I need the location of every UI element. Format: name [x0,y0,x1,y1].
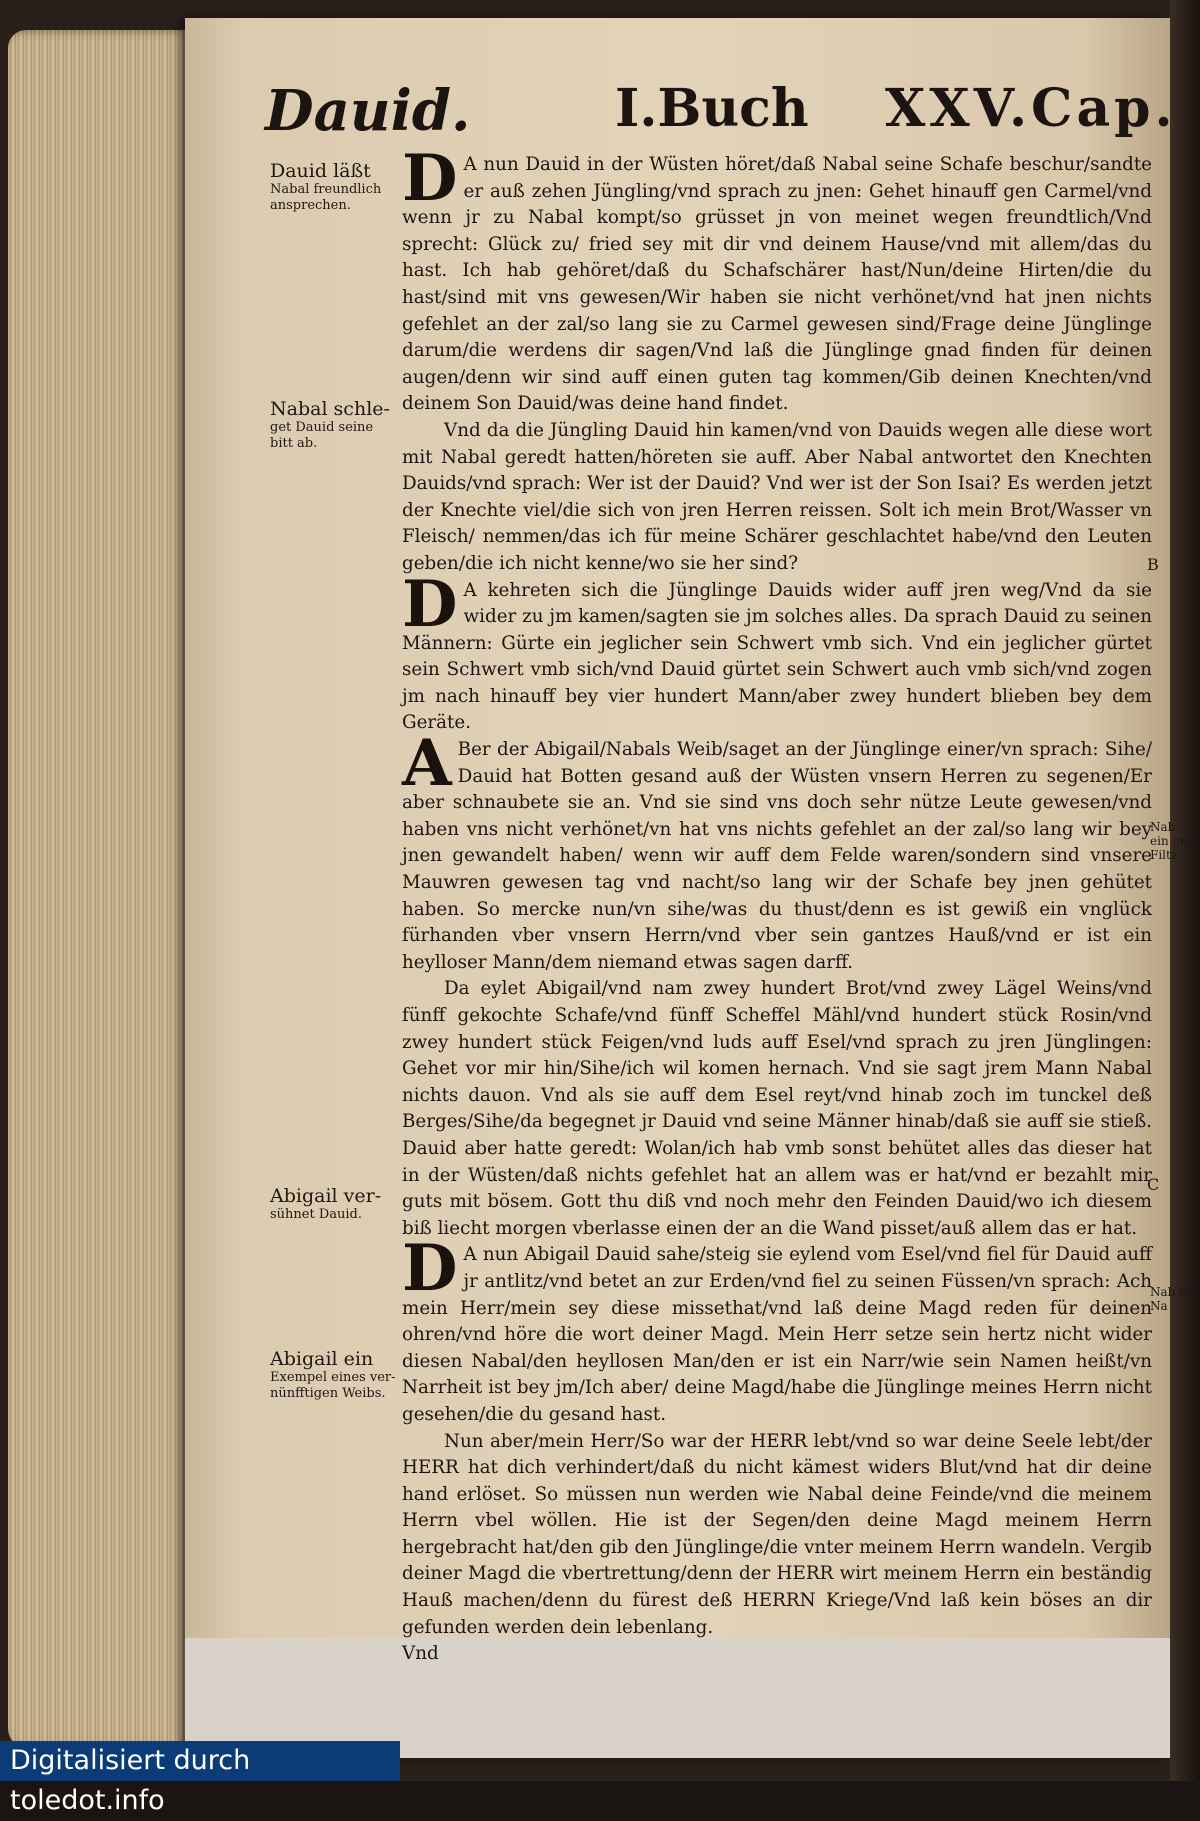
drop-cap: D [402,141,458,216]
paragraph-3: D A kehreten sich die Jünglinge Dauids wider auff jren weg/Vnd da sie wider zu jm kamen/sagten sie jm solches alles. Da sprach Dauid zu seinen Männern: Gürte ein jeglicher sein Schwert vmb sich. Vnd ein jeglicher gürtet sein Schwert vmb sich/vnd Dauid gürtet sein Schwert auch vmb sich/vnd zogen jm nach hinauff bey vier hundert Mann/aber zwey hundert blieben bey dem Geräte. [402,566,1152,734]
paragraph-7: Nun aber/mein Herr/So war der HERR lebt/vnd so war deine Seele lebt/der HERR hat dich verhindert/daß du nicht kämest widers Blut/vnd hat dir deine hand erlöset. So müssen nun werden wie Nabal deine Feinde/vnd die meinem Herrn vbel wöllen. Hie ist der Segen/den deine Magd meinem Herrn hergebracht hat/den gib den Jünglinge/die vnter meinem Herrn wandeln. Vergib deiner Magd die vbertrettung/denn der HERR wirt meinem Herrn ein beständig Hauß machen/denn du fürest deß HERRN Kriege/Vnd laß kein böses an dir gefunden werden dein lebenlang. [402,1430,1152,1638]
section-letter-c: C [1147,1175,1160,1194]
paragraph-2: Vnd da die Jüngling Dauid hin kamen/vnd von Dauids wegen alle diese wort mit Nabal geredt hatten/höreten sie auff. Aber Nabal antwortet den Knechten Dauids/vnd sprach: Wer ist der Dauid? Vnd wer ist der Son Isai? Es werden jetzt der Knechte viel/die sich von jren Herren reissen. Solt ich mein Brot/Wasser vn Fleisch/ nemmen/das ich für meine Schärer geschlachtet habe/vnd den Leuten geben/die ich nicht kenne/wo sie her sind? [402,419,1152,574]
catchword: Vnd [402,1643,439,1665]
section-letter-b: B [1147,555,1159,574]
facing-page-marginal-2: Nab ein Na [1150,1285,1198,1313]
drop-cap: D [402,1231,458,1307]
paragraph-5: Da eylet Abigail/vnd nam zwey hundert Brot/vnd zwey Lägel Weins/vnd fünff gekochte Schafe/vnd fünff Scheffel Mähl/vnd hundert stück Rosin/vnd zwey hundert stück Feigen/vnd luds auff Esel/vnd sprach zu jren Jünglingen: Gehet vor mir hin/Sihe/ich wil komen hernach. Vnd sie sagt jrem Mann Nabal nichts dauon. Vnd als sie auff dem Esel reyt/vnd hinab zoch im tunckel deß Berges/Sihe/da begegnet jr Dauid vnd seine Männer hinab/daß sie auff sie stieß. Dauid aber hatte geredt: Wolan/ich hab vmb sonst behütet alles das dieser hat in der Wüsten/daß nichts gefehlet hat an allem was er hat/vnd er bezahlt mir guts mit bösem. Gott thu diß vnd noch mehr den Feinden Dauid/wo ich diesem biß liecht morgen vberlasse einen der an die Wand pisset/auß allem das er hat. [402,978,1152,1239]
marginal-note-2: Nabal schle- get Dauid seine bitt ab. [270,398,390,451]
book-page-edges [8,30,190,1750]
drop-cap: D [402,566,458,642]
paragraph-6: D A nun Abigail Dauid sahe/steig sie eylend vom Esel/vnd fiel für Dauid auff jr antlitz/vnd betet an zur Erden/vnd fiel zu seinen Füssen/vn sprach: Ach mein Herr/mein sey diese missethat/vnd laß deine Magd reden für deinen ohren/vnd höre die wort deiner Magd. Mein Herr setze sein hertz nicht wider diesen Nabal/den heyllosen Man/den er ist ein Narr/wie sein Namen heißt/vn Narrheit ist bey jm/Ich aber/ deine Magd/habe die Jünglinge meines Herrn nicht gesehen/die du gesand hast. [402,1231,1152,1425]
marginal-note-3: Abigail ver- sühnet Dauid. [270,1185,382,1222]
main-text-block-1 [402,141,1152,1668]
marginal-note-4: Abigail ein Exempel eines ver-nünfftigen Weibs. [270,1348,396,1401]
running-head-left: Dauid. [265,78,471,144]
running-head-chapter: XXV.Cap. [885,78,1177,139]
paragraph-4: A Ber der Abigail/Nabals Weib/saget an der Jünglinge einer/vn sprach: Sihe/ Dauid hat Botten gesand auß der Wüsten vnsern Herren zu segenen/Er aber schnaubete sie an. Vnd sie sind vns doch sehr nütze Leute gewesen/vnd haben vns nicht verhönet/vn hat vns nichts gefehlet an der zal/so lang wir bey jnen gewandelt haben/ wenn wir auff dem Felde waren/sondern sind vnsere Mauwren gewesen tag vnd nacht/so lang wir der Schafe bey jnen gehütet haben. So mercke nun/vn sihe/was du thust/denn es ist gewiß ein vnglück fürhanden vber vnsern Herrn/vnd vber sein gantzes Hauß/vnd er ist ein heylloser Mann/dem niemand etwas sagen darff. [402,726,1152,973]
running-head-book: I.Buch [615,78,809,139]
facing-page-edge [1170,0,1200,1781]
drop-cap: A [402,726,452,802]
marginal-note-1: Dauid läßt Nabal freundlich ansprechen. [270,160,382,213]
paragraph-1: D A nun Dauid in der Wüsten höret/daß Nabal seine Schafe beschur/sandte er auß zehen Jüngling/vnd sprach zu jnen: Gehet hinauff gen Carmel/vnd wenn jr zu Nabal kompt/so grüsset jn von meinet wegen freundtlich/Vnd sprecht: Glück zu/ fried sey mit dir vnd deinem Hause/vnd mit allem/das du hast. Ich hab gehöret/daß du Schafschärer hast/Nun/deine Hirten/die du hast/sind mit vns gewesen/Wir haben sie nicht verhönet/vnd hat jnen nichts gefehlet an der zal/so lang sie zu Carmel gewesen sind/Frage deine Jünglinge darum/die werdens dir sagen/Vnd laß die Jünglinge gnad finden für deinen augen/denn wir sind auff einen guten tag kommen/Gib deinen Knechten/vnd deinem Son Dauid/was deine hand findet. [402,141,1152,415]
page-header [265,78,1177,158]
digitization-banner: Digitalisiert durch toledot.info [0,1741,400,1781]
facing-page-marginal-1: Nab. ein gei Filtz. [1150,820,1192,862]
